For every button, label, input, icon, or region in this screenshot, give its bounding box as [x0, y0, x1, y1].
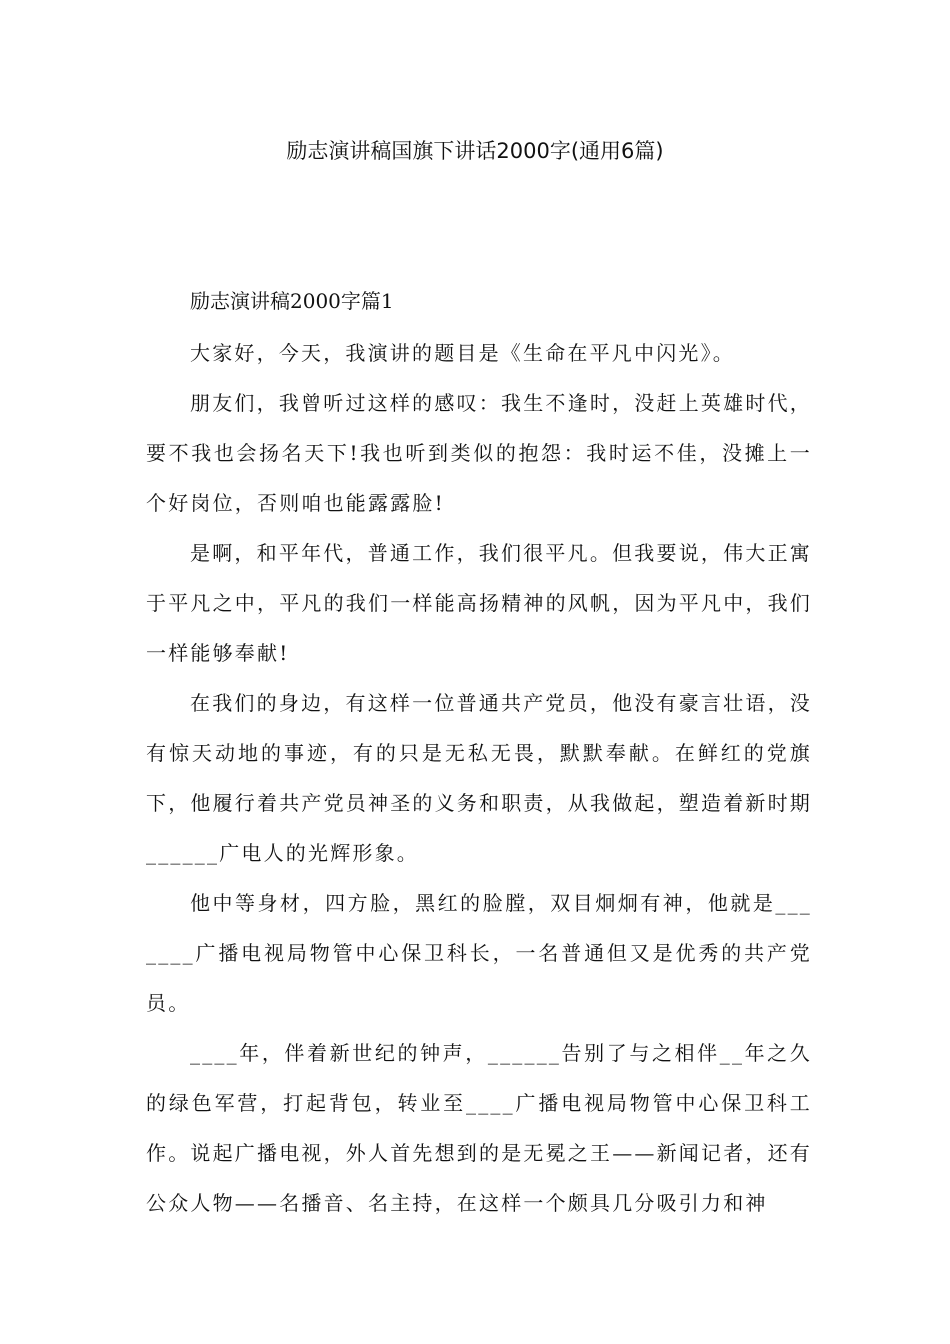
document-body: [146, 328, 812, 1228]
paragraph: 朋友们，我曾听过这样的感叹：我生不逢时，没赶上英雄时代，要不我也会扬名天下!我也听到类似的抱怨：我时运不佳，没摊上一个好岗位，否则咱也能露露脸!: [146, 391, 812, 515]
document-title: 励志演讲稿国旗下讲话2000字(通用6篇): [286, 139, 664, 163]
paragraph: 他中等身材，四方脸，黑红的脸膛，双目炯炯有神，他就是_______广播电视局物管中心保卫科长，一名普通但又是优秀的共产党员。: [146, 891, 812, 1015]
section-heading: 励志演讲稿2000字篇1: [190, 289, 394, 313]
paragraph: 大家好，今天，我演讲的题目是《生命在平凡中闪光》。: [190, 341, 735, 365]
paragraph: 是啊，和平年代，普通工作，我们很平凡。但我要说，伟大正寓于平凡之中，平凡的我们一样能高扬精神的风帆，因为平凡中，我们一样能够奉献!: [146, 541, 812, 665]
paragraph: ____年，伴着新世纪的钟声，______告别了与之相伴__年之久的绿色军营，打起背包，转业至____广播电视局物管中心保卫科工作。说起广播电视，外人首先想到的是无冕之王——新闻记者，还有公众人物——名播音、名主持，在这样一个颇具几分吸引力和神: [146, 1041, 812, 1215]
paragraph: 在我们的身边，有这样一位普通共产党员，他没有豪言壮语，没有惊天动地的事迹，有的只是无私无畏，默默奉献。在鲜红的党旗下，他履行着共产党员神圣的义务和职责，从我做起，塑造着新时期______广电人的光辉形象。: [146, 691, 812, 865]
